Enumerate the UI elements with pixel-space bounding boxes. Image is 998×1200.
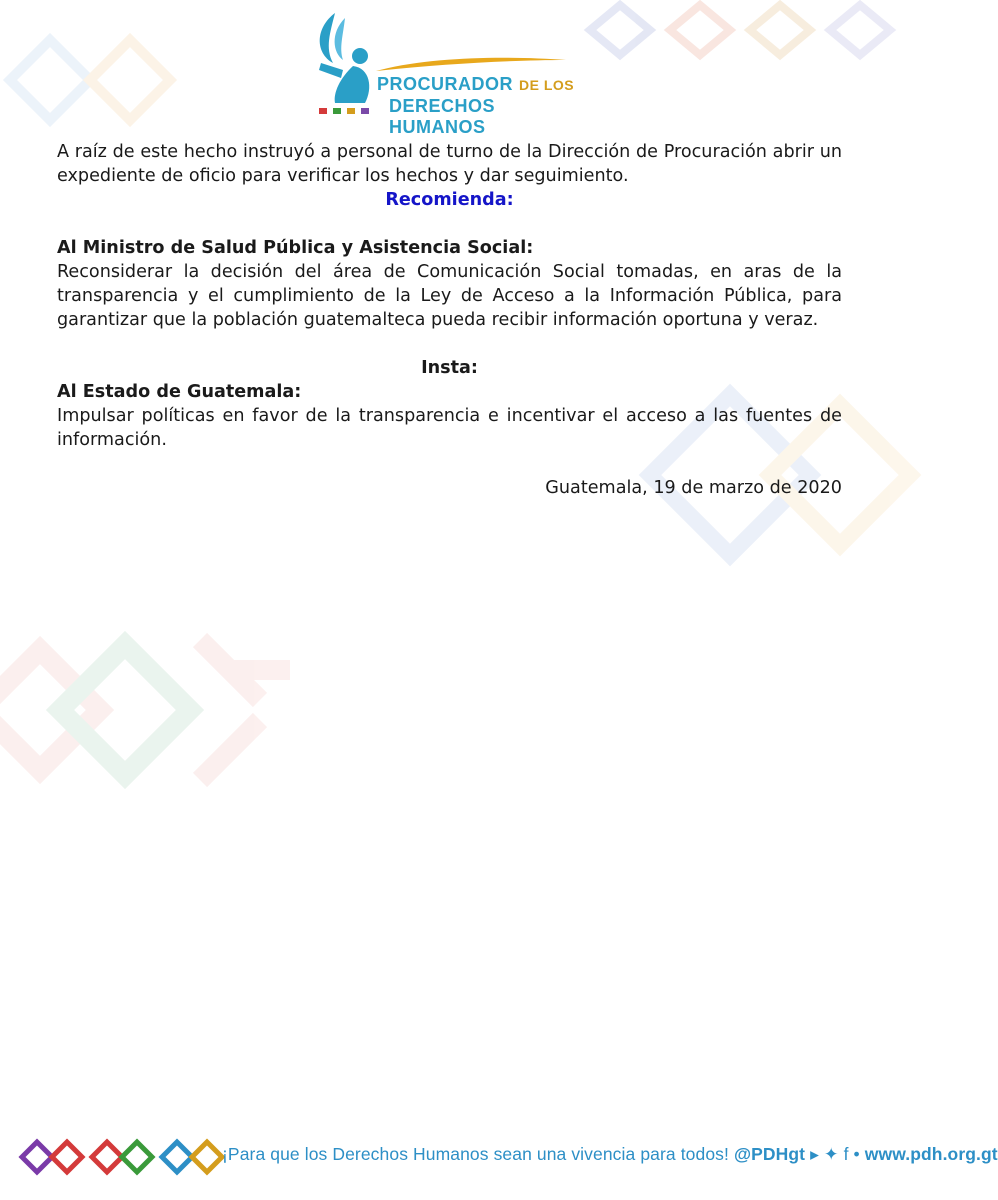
recipient-ministry: Al Ministro de Salud Pública y Asistencia Social: <box>57 238 534 258</box>
insta-paragraph: Impulsar políticas en favor de la transparencia e incentivar el acceso a las fuentes de información. <box>57 406 842 450</box>
document-body <box>57 140 842 500</box>
footer-slogan: ¡Para que los Derechos Humanos sean una vivencia para todos! <box>222 1144 729 1164</box>
top-right-pattern <box>580 0 900 60</box>
footer <box>0 1130 998 1180</box>
footer-website-link[interactable]: www.pdh.org.gt <box>864 1144 998 1164</box>
logo-figure-icon <box>305 8 380 118</box>
footer-text <box>222 1144 998 1165</box>
logo-line2: DERECHOS HUMANOS <box>389 96 496 137</box>
top-left-pattern <box>0 20 200 140</box>
logo-swoosh-icon <box>371 56 571 76</box>
recomienda-heading: Recomienda: <box>385 190 514 210</box>
pdh-logo <box>305 8 585 137</box>
intro-paragraph: A raíz de este hecho instruyó a personal de turno de la Dirección de Procuración abrir un expediente de oficio para verificar los hechos y dar seguimiento. <box>57 142 842 186</box>
insta-heading: Insta: <box>421 358 478 378</box>
signoff-date: Guatemala, 19 de marzo de 2020 <box>545 478 842 498</box>
social-icons[interactable]: ▸ ✦ f • <box>810 1144 860 1164</box>
recommendation-paragraph: Reconsiderar la decisión del área de Comunicación Social tomadas, en aras de la transparencia y el cumplimiento de la Ley de Acceso a la Información Pública, para garantizar que la población guatemalteca pueda recibir información oportuna y veraz. <box>57 262 842 330</box>
logo-line1: PROCURADOR DE LOS <box>377 74 575 94</box>
mid-left-pattern <box>0 600 310 820</box>
footer-handle[interactable]: @PDHgt <box>733 1144 806 1164</box>
footer-pattern-icon <box>14 1134 229 1180</box>
recipient-state: Al Estado de Guatemala: <box>57 382 302 402</box>
